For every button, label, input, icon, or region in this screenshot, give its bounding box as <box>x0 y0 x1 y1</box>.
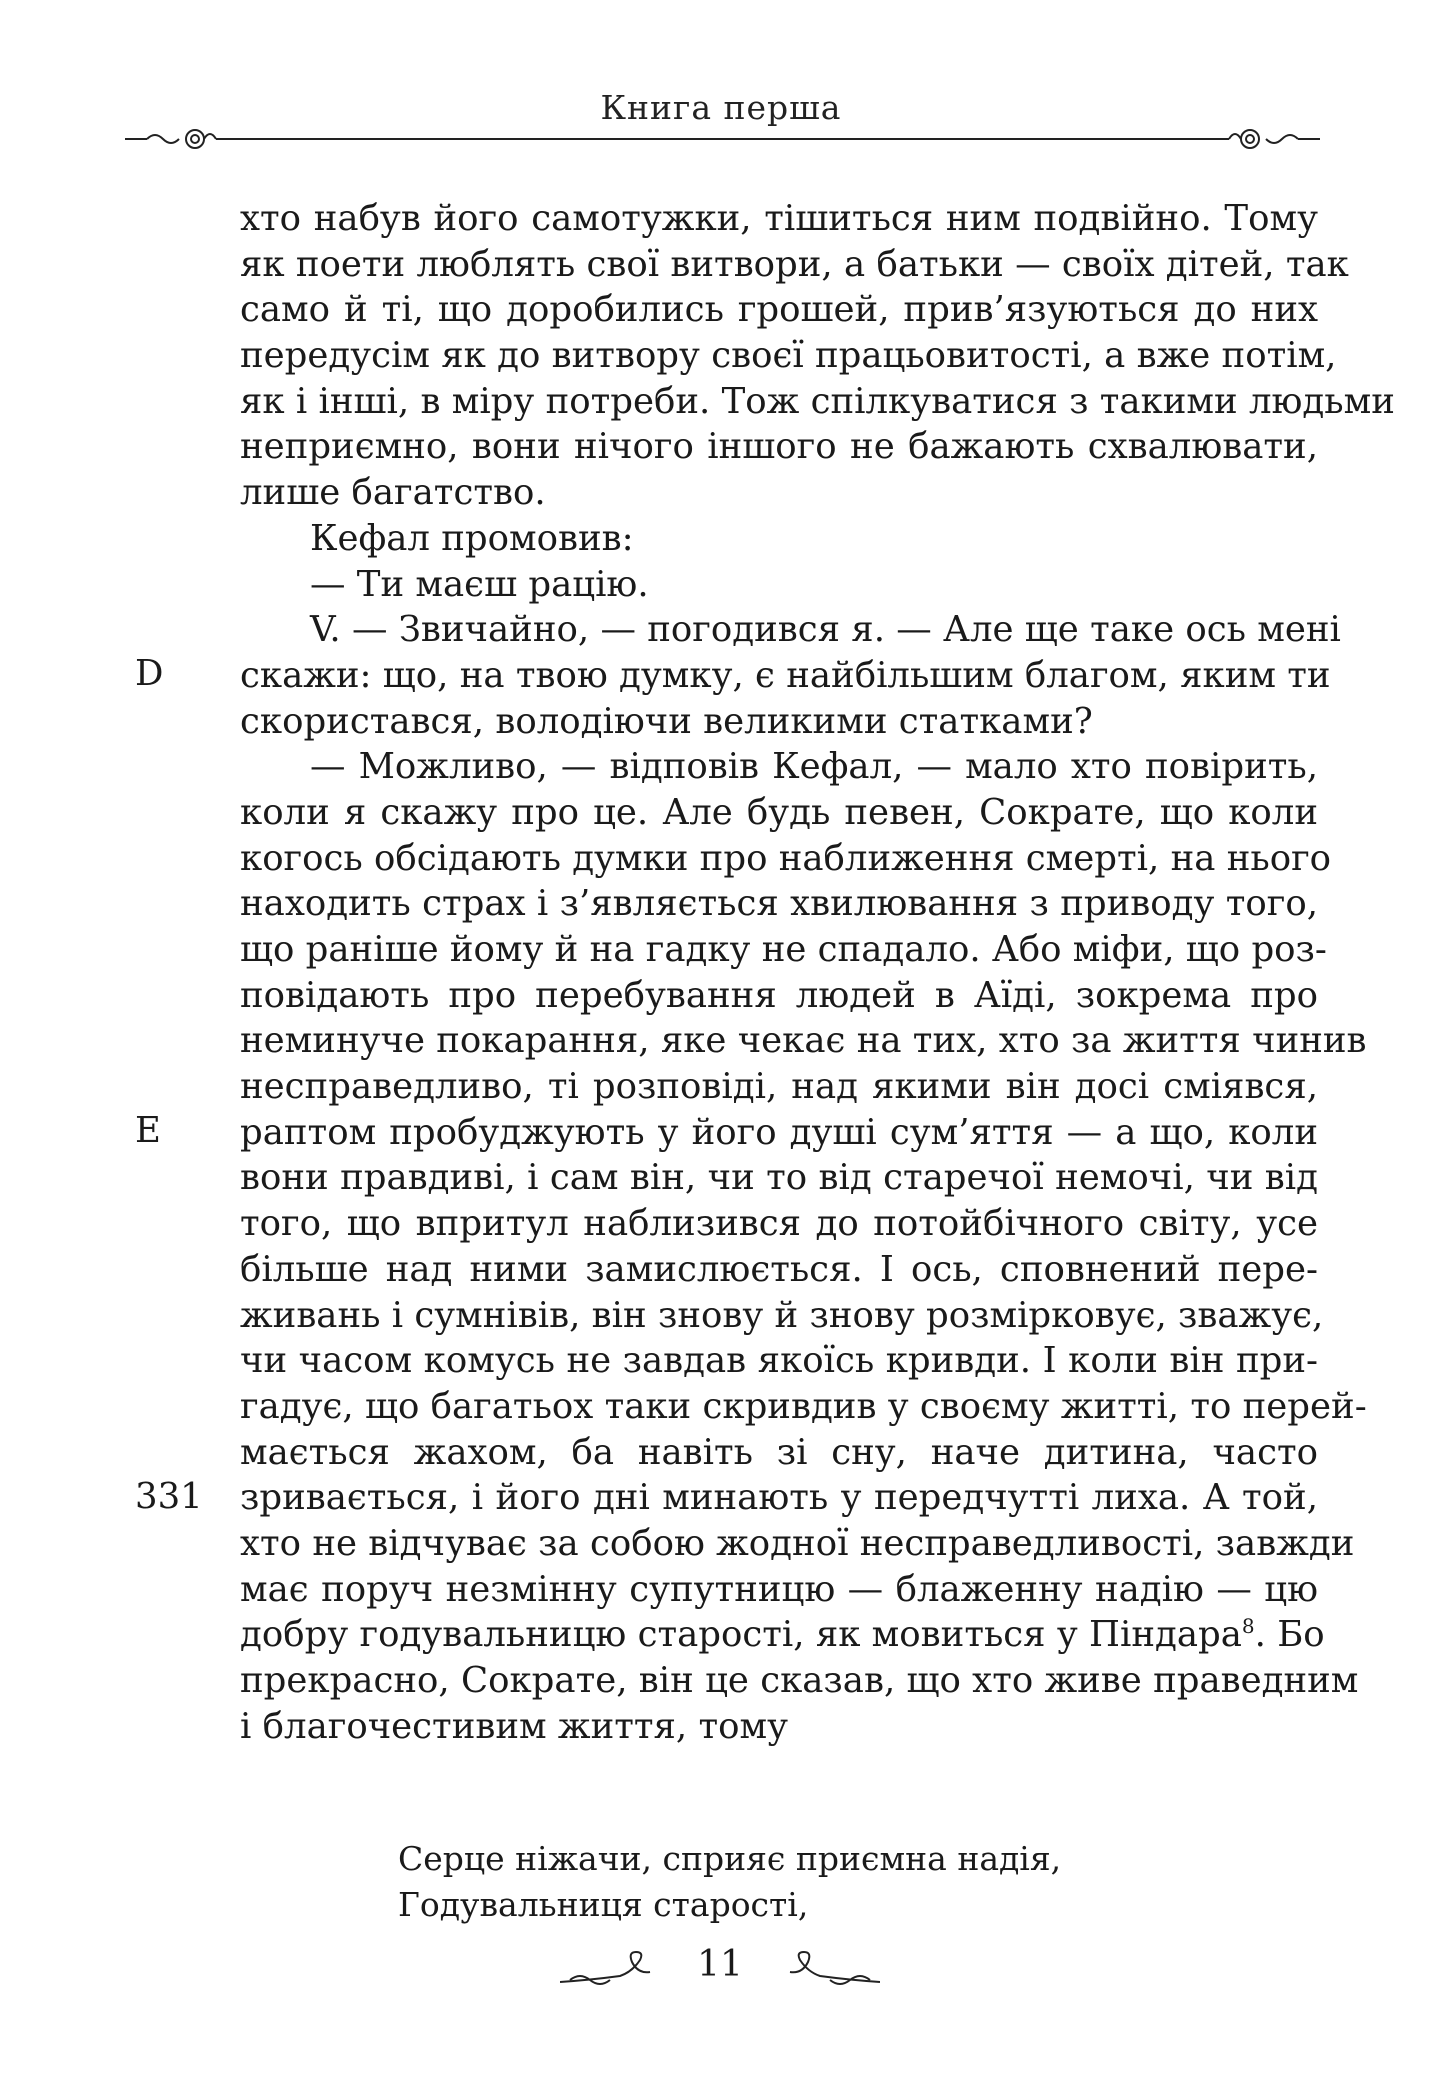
text-line-continuation: . Бо <box>1254 1614 1325 1656</box>
page-number: 11 <box>697 1944 743 1985</box>
text-line <box>240 470 1318 516</box>
margin-reference: D <box>135 653 164 694</box>
text-line-content: скористався, володіючи великими статками? <box>240 700 1093 742</box>
text-line-content: гадує, що багатьох таки скривдив у своєму житті, то перей- <box>240 1385 1367 1427</box>
text-line <box>240 653 1331 699</box>
text-line <box>240 1430 1318 1476</box>
text-line-content: повідають про перебування людей в Аїді, зокрема про <box>240 974 1318 1016</box>
text-line-content: передусім як до витвору своєї працьовитості, а вже потім, <box>240 335 1337 377</box>
text-line <box>240 1293 1324 1339</box>
poem-line: Серце ніжачи, сприяє приємна надія, <box>398 1839 1062 1878</box>
text-line-content: раптом пробуджують у його душі сум’яття — а що, коли <box>240 1111 1318 1153</box>
text-line <box>240 1475 1318 1521</box>
text-line <box>240 1384 1367 1430</box>
text-line-content: того, що впритул наблизився до потойбічного світу, усе <box>240 1203 1318 1245</box>
text-line-content: мається жахом, ба навіть зі сну, наче дитина, часто <box>240 1431 1318 1473</box>
text-line <box>240 1018 1367 1064</box>
text-line-content: — Ти маєш рацію. <box>310 563 649 605</box>
text-line <box>240 1567 1318 1613</box>
text-line-content: добру годувальницю старості, як мовиться у Піндара <box>240 1614 1242 1656</box>
text-line-content: як і інші, в міру потреби. Тож спілкуватися з такими людьми <box>240 380 1395 422</box>
text-line <box>240 607 1341 653</box>
text-line-content: само й ті, що доробились грошей, прив’язуються до них <box>240 289 1318 331</box>
text-line <box>240 562 1318 608</box>
text-line <box>240 1247 1318 1293</box>
text-line-content: і благочестивим життя, тому <box>240 1705 788 1747</box>
text-line-content: живань і сумнівів, він знову й знову розмірковує, зважує, <box>240 1294 1324 1336</box>
running-title: Книга перша <box>600 88 842 127</box>
text-line <box>240 1110 1318 1156</box>
text-line-content: чи часом комусь не завдав якоїсь кривди. І коли він при- <box>240 1340 1318 1382</box>
text-line-content: — Можливо, — відповів Кефал, — мало хто повірить, <box>310 746 1318 788</box>
header-ornament-rule <box>125 124 1320 154</box>
text-line-content: як поети люблять свої витвори, а батьки — своїх дітей, так <box>240 243 1349 285</box>
text-line <box>240 516 1318 562</box>
text-line <box>240 1704 1318 1750</box>
text-line <box>240 973 1318 1019</box>
text-line <box>240 379 1395 425</box>
margin-reference: E <box>135 1110 161 1151</box>
text-line <box>240 699 1318 745</box>
text-line <box>240 424 1318 470</box>
text-line-content: має поруч незмінну супутницю — блаженну надію — цю <box>240 1568 1318 1610</box>
margin-reference: 331 <box>135 1475 203 1517</box>
footnote-marker[interactable]: 8 <box>1241 1614 1255 1639</box>
page-footer <box>560 1940 880 2000</box>
text-line-content: коли я скажу про це. Але будь певен, Сократе, що коли <box>240 791 1318 833</box>
text-line <box>240 1612 1325 1658</box>
text-line <box>240 836 1332 882</box>
text-line-content: когось обсідають думки про наближення смерті, на нього <box>240 837 1332 879</box>
text-line-content: що раніше йому й на гадку не спадало. Або міфи, що роз- <box>240 929 1327 970</box>
text-line <box>240 1201 1318 1247</box>
poem-quote <box>398 1836 1061 1928</box>
text-line-content: Кефал промовив: <box>310 517 634 559</box>
text-line-content: неминуче покарання, яке чекає на тих, хто за життя чинив <box>240 1020 1367 1062</box>
text-line <box>240 1338 1318 1384</box>
text-line-content: неприємно, вони нічого іншого не бажають схвалювати, <box>240 426 1318 468</box>
text-line-content: лише багатство. <box>240 472 546 514</box>
text-line <box>240 1521 1355 1567</box>
text-line <box>240 881 1318 927</box>
text-line-content: прекрасно, Сократе, він це сказав, що хто живе праведним <box>240 1660 1359 1701</box>
text-line <box>240 1064 1318 1110</box>
text-line <box>240 790 1318 836</box>
text-line-content: V. — Звичайно, — погодився я. — Але ще таке ось мені <box>310 609 1341 651</box>
text-line <box>240 927 1327 973</box>
text-line-content: хто не відчуває за собою жодної несправедливості, завжди <box>240 1522 1355 1564</box>
text-line-content: хто набув його самотужки, тішиться ним подвійно. Тому <box>240 198 1318 239</box>
text-line <box>240 287 1318 333</box>
text-line-content: несправедливо, ті розповіді, над якими він досі сміявся, <box>240 1066 1318 1108</box>
text-line <box>240 196 1318 242</box>
text-line <box>240 744 1318 790</box>
text-line-content: більше над ними замислюється. І ось, сповнений пере- <box>240 1248 1318 1290</box>
text-line-content: вони правдиві, і сам він, чи то від старечої немочі, чи від <box>240 1157 1318 1199</box>
text-line <box>240 1658 1359 1704</box>
text-line <box>240 242 1349 288</box>
text-line-content: скажи: що, на твою думку, є найбільшим благом, яким ти <box>240 654 1331 696</box>
text-line <box>240 1155 1318 1201</box>
text-line-content: зривається, і його дні минають у передчутті лиха. А той, <box>240 1477 1318 1519</box>
main-text <box>240 196 1395 1749</box>
poem-line: Годувальниця старості, <box>398 1885 809 1924</box>
text-line-content: находить страх і з’являється хвилювання з приводу того, <box>240 883 1318 925</box>
text-line <box>240 333 1337 379</box>
